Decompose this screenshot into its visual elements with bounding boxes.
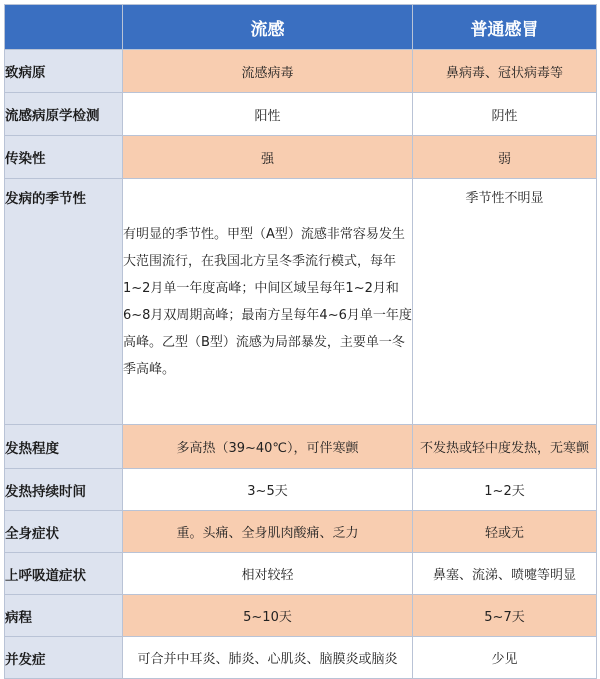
table-row [5,50,597,93]
flu-cell: 流感病毒 [123,50,413,93]
flu-cell: 有明显的季节性。甲型（A型）流感非常容易发生大范围流行，在我国北方呈冬季流行模式，每年1~2月单一年度高峰；中间区域呈每年1~2月和6~8月双周期高峰；最南方呈每年4~6月单一年度高峰。乙型（B型）流感为局部暴发，主要单一冬季高峰。 [123,179,413,425]
flu-cell: 5~10天 [123,595,413,637]
table-row [5,553,597,595]
flu-cell: 强 [123,136,413,179]
row-label: 发热持续时间 [5,469,123,511]
table-row [5,425,597,469]
cold-cell: 鼻塞、流涕、喷嚏等明显 [413,553,597,595]
header-flu: 流感 [123,5,413,50]
header-corner [5,5,123,50]
flu-cell: 阳性 [123,93,413,136]
table-row [5,637,597,679]
flu-vs-cold-table [4,4,597,679]
row-label: 传染性 [5,136,123,179]
cold-cell: 轻或无 [413,511,597,553]
row-label: 发热程度 [5,425,123,469]
cold-cell: 1~2天 [413,469,597,511]
cold-cell: 不发热或轻中度发热，无寒颤 [413,425,597,469]
table-header-row [5,5,597,50]
row-label: 致病原 [5,50,123,93]
table-row [5,93,597,136]
row-label: 发病的季节性 [5,179,123,425]
header-common-cold: 普通感冒 [413,5,597,50]
flu-cell: 重。头痛、全身肌肉酸痛、乏力 [123,511,413,553]
flu-cell: 可合并中耳炎、肺炎、心肌炎、脑膜炎或脑炎 [123,637,413,679]
cold-cell: 少见 [413,637,597,679]
cold-cell: 5~7天 [413,595,597,637]
flu-cell: 3~5天 [123,469,413,511]
row-label: 流感病原学检测 [5,93,123,136]
cold-cell: 鼻病毒、冠状病毒等 [413,50,597,93]
table-row [5,511,597,553]
cold-cell: 阴性 [413,93,597,136]
row-label: 并发症 [5,637,123,679]
row-label: 病程 [5,595,123,637]
cold-cell: 季节性不明显 [413,179,597,425]
table-row [5,179,597,425]
row-label: 全身症状 [5,511,123,553]
row-label: 上呼吸道症状 [5,553,123,595]
table-row [5,595,597,637]
cold-cell: 弱 [413,136,597,179]
table-row [5,136,597,179]
flu-cell: 多高热（39~40℃），可伴寒颤 [123,425,413,469]
flu-cell: 相对较轻 [123,553,413,595]
table-row [5,469,597,511]
